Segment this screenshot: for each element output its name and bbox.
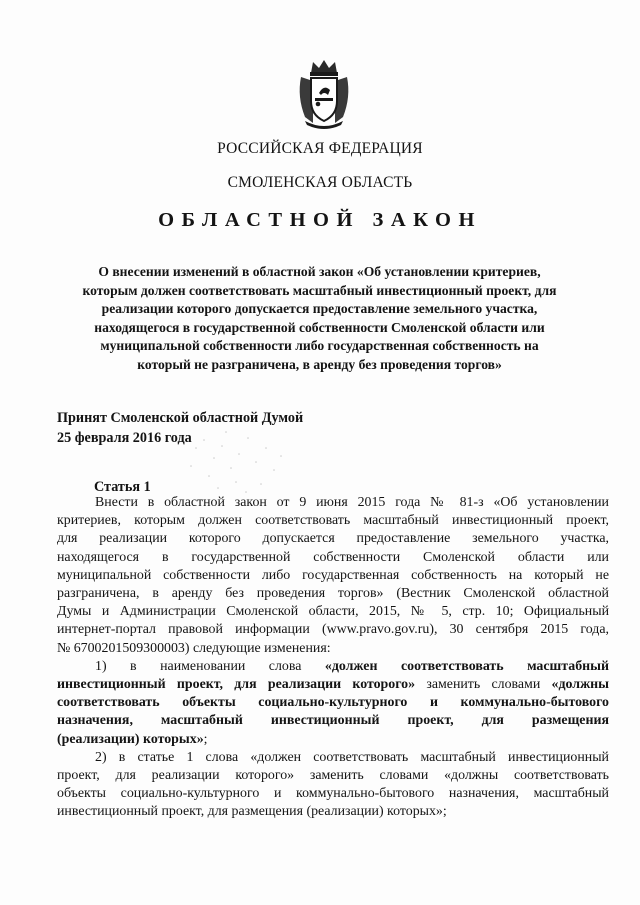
subject-line: который не разграничена, в аренду без проведения торгов» [137, 356, 502, 372]
body-line: Думы и Администрации Смоленской области, 2015, № 5, стр. 10; Официальный [57, 604, 609, 620]
item-2-line: объекты социально-культурного и коммунально-бытового назначения, масштабный [57, 786, 609, 802]
document-title: ОБЛАСТНОЙ ЗАКОН [158, 209, 482, 231]
subject-line: реализации которого допускается предоставление земельного участка, [101, 301, 538, 316]
subject-line: муниципальной собственности либо государственная собственность на [100, 338, 539, 353]
item-1-line [57, 676, 609, 694]
item-1-bold: «должны [551, 677, 609, 693]
body-line: критериев, которым должен соответствовать масштабный инвестиционный проект, [57, 513, 609, 529]
subject-line: О внесении изменений в областной закон «Об установлении критериев, [98, 264, 541, 279]
item-1-text: заменить словами [415, 677, 552, 693]
coat-of-arms-icon [293, 57, 355, 129]
adopted-by: Принят Смоленской областной Думой [57, 410, 304, 426]
item-1-bold-line: соответствовать объекты социально-культурного и коммунально-бытового [57, 695, 609, 711]
region-name: СМОЛЕНСКАЯ ОБЛАСТЬ [227, 174, 413, 191]
item-1-text: ; [203, 731, 208, 747]
item-1-text: 1) в наименовании слова [95, 658, 325, 674]
article-heading: Статья 1 [94, 479, 151, 495]
body-line: находящегося в государственной собственности Смоленской области или [57, 549, 609, 565]
item-1-bold: (реализации) которых» [57, 731, 204, 747]
subject-line: находящегося в государственной собственности Смоленской области или [94, 319, 545, 335]
country-name: РОССИЙСКАЯ ФЕДЕРАЦИЯ [217, 140, 423, 157]
item-1-line [57, 731, 609, 749]
item-1-bold: «должен соответствовать масштабный [324, 658, 609, 674]
item-1-bold-line: назначения, масштабный инвестиционный проект, для размещения [57, 713, 609, 729]
article-body [57, 494, 609, 822]
body-line: № 6700201509300003) следующие изменения: [57, 640, 331, 656]
body-line: для реализации которого допускается предоставление земельного участка, [57, 531, 609, 547]
subject-line: которым должен соответствовать масштабный инвестиционный проект, для [82, 282, 557, 298]
law-subject-heading [52, 263, 587, 374]
body-line: муниципальной собственности либо государственная собственность на который не [57, 567, 609, 583]
item-2-line: 2) в статье 1 слова «должен соответствовать масштабный инвестиционный [95, 749, 609, 765]
faded-stamp-mark [176, 418, 296, 502]
item-1-line [57, 658, 609, 676]
adoption-date: 25 февраля 2016 года [57, 430, 192, 446]
body-line: разграничена, в аренду без проведения торгов» (Вестник Смоленской областной [57, 586, 609, 602]
item-2-line: инвестиционный проект, для размещения (реализации) которых»; [57, 804, 447, 820]
body-line: Внести в областной закон от 9 июня 2015 года № 81-з «Об установлении [95, 495, 609, 510]
item-2-line: проект, для реализации которого» заменить словами «должны соответствовать [57, 768, 609, 784]
item-1-bold: инвестиционный проект, для реализации которого» [57, 677, 416, 693]
body-line: интернет-портал правовой информации (www.pravo.gov.ru), 30 сентября 2015 года, [57, 622, 609, 638]
